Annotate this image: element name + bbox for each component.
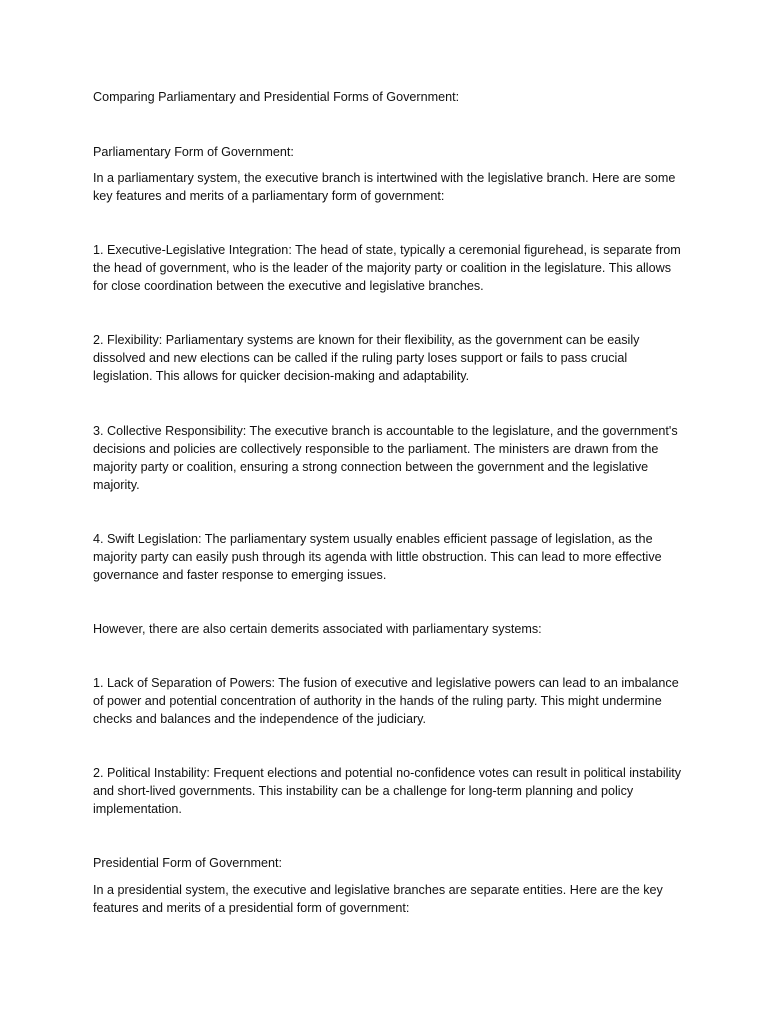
section-heading-parliamentary: Parliamentary Form of Government:	[93, 145, 294, 159]
document-title: Comparing Parliamentary and Presidential Forms of Government:	[93, 90, 460, 104]
parliamentary-intro-paragraph: In a parliamentary system, the executive branch is intertwined with the legislative branch. Here are some key features and merits of a parliamentary form of government:	[93, 171, 676, 203]
parliamentary-merit-2: 2. Flexibility: Parliamentary systems are known for their flexibility, as the government can be easily dissolved and new elections can be called if the ruling party loses support or fails to pass crucial legislation. This allows for quicker decision-making and adaptability.	[93, 333, 640, 383]
parliamentary-merit-4: 4. Swift Legislation: The parliamentary system usually enables efficient passage of legislation, as the majority party can easily push through its agenda with little obstruction. This can lead to more effective governance and faster response to emerging issues.	[93, 532, 662, 582]
parliamentary-demerit-2: 2. Political Instability: Frequent elections and potential no-confidence votes can result in political instability and short-lived governments. This instability can be a challenge for long-term planning and policy implementation.	[93, 766, 682, 816]
demerits-intro-paragraph: However, there are also certain demerits associated with parliamentary systems:	[93, 622, 542, 636]
presidential-intro-paragraph: In a presidential system, the executive and legislative branches are separate entities. Here are the key features and merits of a presidential form of government:	[93, 883, 663, 915]
parliamentary-merit-3: 3. Collective Responsibility: The executive branch is accountable to the legislature, and the government's decisions and policies are collectively responsible to the parliament. The ministers are drawn from the majority party or coalition, ensuring a strong connection between the government and the legislative majority.	[93, 424, 678, 492]
parliamentary-merit-1: 1. Executive-Legislative Integration: The head of state, typically a ceremonial figurehead, is separate from the head of government, who is the leader of the majority party or coalition in the legislature. This allows for close coordination between the executive and legislative branches.	[93, 243, 681, 293]
parliamentary-demerit-1: 1. Lack of Separation of Powers: The fusion of executive and legislative powers can lead to an imbalance of power and potential concentration of authority in the hands of the ruling party. This might undermine checks and balances and the independence of the judiciary.	[93, 676, 679, 726]
section-heading-presidential: Presidential Form of Government:	[93, 856, 282, 870]
